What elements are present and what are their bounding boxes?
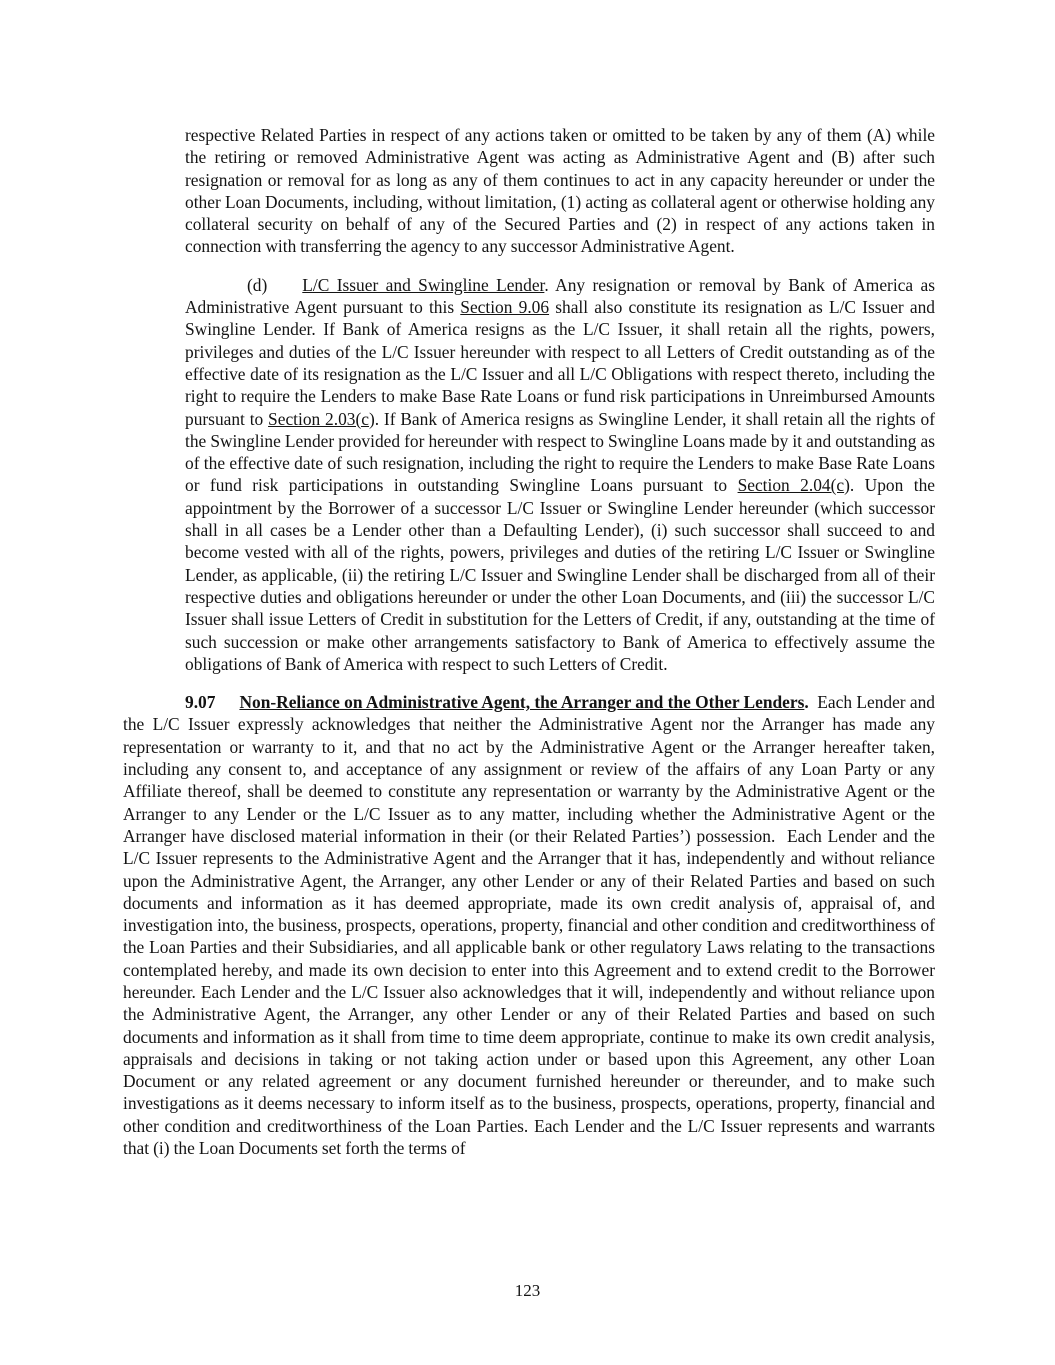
text-run: Each Lender and the L/C Issuer expressly acknowledges that neither the Administrative Agent nor the Arranger has made any representation or warranty to it, and that no act by the Administrative Agent or the Arranger hereafter taken, including any consent to, and acceptance of any assignment or review of the affairs of any Loan Party or any Affiliate thereof, shall be deemed to constitute any representation or warranty by the Administrative Agent or the Arranger to any Lender or the L/C Issuer as to any matter, including whether the Administrative Agent or the Arranger have disclosed material information in their (or their Related Parties’) possession. Each Lender and the L/C Issuer represents to the Administrative Agent and the Arranger that it has, independently and without reliance upon the Administrative Agent, the Arranger, any other Lender or any of their Related Parties and based on such documents and information as it has deemed appropriate, made its own credit analysis of, appraisal of, and investigation into, the business, prospects, operations, property, financial and other condition and creditworthiness of the Loan Parties and their Subsidiaries, and all applicable bank or other regulatory Laws relating to the transactions contemplated hereby, and made its own decision to enter into this Agreement and to extend credit to the Borrower hereunder. Each Lender and the L/C Issuer also acknowledges that it will, independently and without reliance upon the Administrative Agent, the Arranger, any other Lender or any of their Related Parties and based on such documents and information as it shall from time to time deem appropriate, continue to make its own credit analysis, appraisals and decisions in taking or not taking action under or based upon this Agreement, any other Loan Document or any related agreement or any document furnished hereunder or thereunder, and to make such investigations as it deems necessary to inform itself as to the business, prospects, operations, property, financial and other condition and creditworthiness of the Loan Parties. Each Lender and the L/C Issuer represents and warrants that (i) the Loan Documents set forth the terms of: [123, 692, 935, 1159]
text-run: ). Upon the appointment by the Borrower of a successor L/C Issuer or Swingline Lender hereunder (which successor shall in all cases be a Lender other than a Defaulting Lender), (i) such successor shall succeed to and become vested with all of the rights, powers, privileges and duties of the retiring L/C Issuer or Swingline Lender, as applicable, (ii) the retiring L/C Issuer and Swingline Lender shall be discharged from all of their respective duties and obligations hereunder or under the other Loan Documents, and (iii) the successor L/C Issuer shall issue Letters of Credit in substitution for the Letters of Credit, if any, outstanding at the time of such succession or make other arrangements satisfactory to Bank of America to effectively assume the obligations of Bank of America with respect to such Letters of Credit.: [185, 475, 936, 674]
text-run: . Any resignation or removal by Bank of America as Administrative Agent pursuant to this: [185, 274, 935, 318]
text-run: Non-Reliance on Administrative Agent, the Arranger and the Other Lenders: [239, 692, 805, 713]
paragraph-d-lc-issuer-swingline-lender: [185, 274, 935, 675]
text-run: respective Related Parties in respect of any actions taken or omitted to be taken by any of them (A) while the retiring or removed Administrative Agent was acting as Administrative Agent and (B) after such resignation or removal for as long as any of them continues to act in any capacity hereunder or under the other Loan Documents, including, without limitation, (1) acting as collateral agent or otherwise holding any collateral security on behalf of any of the Secured Parties and (2) in respect of any actions taken in connection with transferring the agency to any successor Administrative Agent.: [185, 125, 935, 257]
page-number: 123: [514, 1281, 541, 1300]
paragraph-continuation: [185, 124, 935, 258]
text-run: (d): [247, 274, 268, 295]
text-run: L/C Issuer and Swingline Lender: [302, 274, 545, 295]
text-run: Section 9.06: [460, 297, 550, 318]
paragraph-9-07-non-reliance: [123, 691, 935, 1159]
text-run: .: [804, 692, 809, 713]
text-run: 9.07: [185, 692, 216, 713]
text-run: Section 2.04(c: [737, 475, 845, 496]
document-page-body: [123, 124, 935, 1175]
text-run: Section 2.03(c: [268, 408, 369, 429]
text-run: shall also constitute its resignation as L/C Issuer and Swingline Lender. If Bank of America resigns as the L/C Issuer, it shall retain all the rights, powers, privileges and duties of the L/C Issuer hereunder with respect to all Letters of Credit outstanding as of the effective date of its resignation as the L/C Issuer and all L/C Obligations with respect thereto, including the right to require the Lenders to make Base Rate Loans or fund risk participations in Unreimbursed Amounts pursuant to: [185, 297, 935, 429]
text-run: ). If Bank of America resigns as Swingline Lender, it shall retain all the rights of the Swingline Lender provided for hereunder with respect to Swingline Loans made by it and outstanding as of the effective date of such resignation, including the right to require the Lenders to make Base Rate Loans or fund risk participations in outstanding Swingline Loans pursuant to: [185, 408, 935, 496]
